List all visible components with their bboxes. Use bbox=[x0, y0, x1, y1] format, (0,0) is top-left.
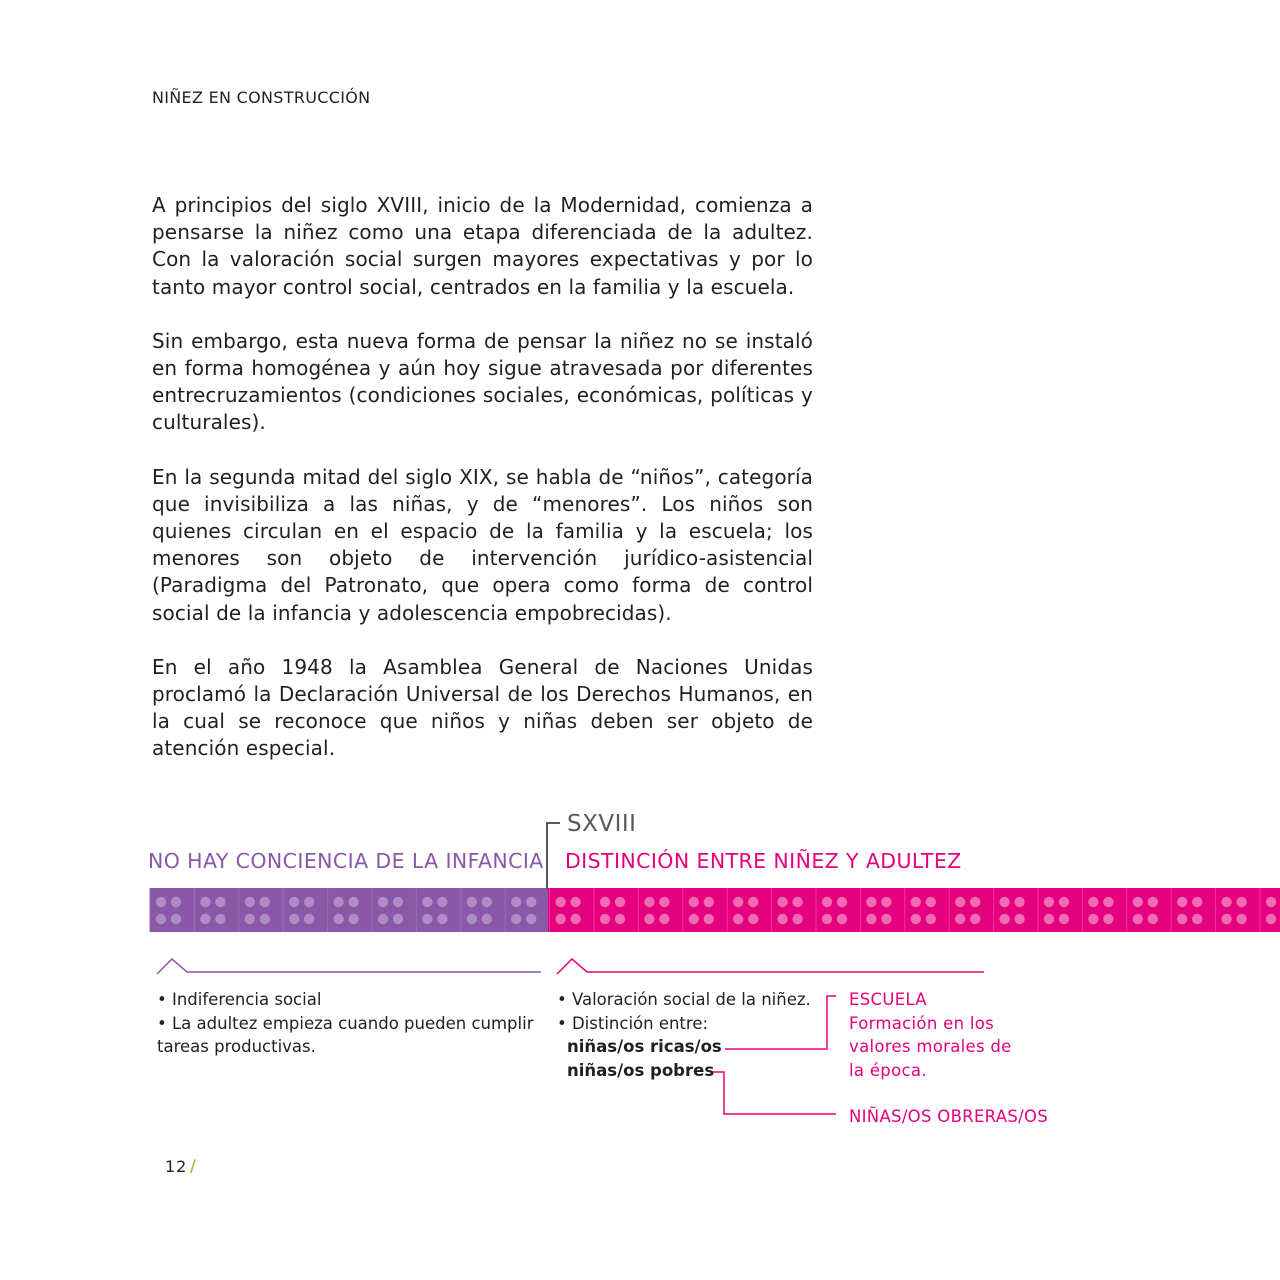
brick-dot bbox=[1192, 914, 1202, 924]
brick-dot bbox=[1044, 914, 1054, 924]
brick-dot bbox=[245, 897, 255, 907]
brick-dot bbox=[1177, 897, 1187, 907]
brick-dot bbox=[437, 897, 447, 907]
brick-dot bbox=[866, 914, 876, 924]
bullet-item: • Indiferencia social bbox=[157, 990, 322, 1009]
bullet-item: • Distinción entre: bbox=[557, 1013, 709, 1033]
right-era-label: DISTINCIÓN ENTRE NIÑEZ Y ADULTEZ bbox=[565, 849, 962, 873]
brick-dot bbox=[511, 914, 521, 924]
brick-dot bbox=[748, 914, 758, 924]
brick-dot bbox=[260, 914, 270, 924]
brick-dot bbox=[171, 914, 181, 924]
brick-dot bbox=[1088, 897, 1098, 907]
brick-dot bbox=[955, 914, 965, 924]
timeline-bar-left bbox=[150, 888, 548, 932]
brick-dot bbox=[289, 897, 299, 907]
brick-dot bbox=[570, 897, 580, 907]
brick-dot bbox=[926, 897, 936, 907]
century-marker: SXVIII bbox=[567, 811, 637, 837]
brick-dot bbox=[822, 914, 832, 924]
brick-dot bbox=[333, 914, 343, 924]
left-era-caret-rule bbox=[157, 959, 541, 974]
brick-dot bbox=[689, 914, 699, 924]
brick-dot bbox=[881, 897, 891, 907]
brick-dot bbox=[733, 897, 743, 907]
brick-dot bbox=[955, 897, 965, 907]
brick-dot bbox=[615, 914, 625, 924]
brick-dot bbox=[348, 897, 358, 907]
brick-dot bbox=[260, 897, 270, 907]
brick-dot bbox=[1059, 897, 1069, 907]
page-number: 12 bbox=[165, 1157, 188, 1176]
workers-note: NIÑAS/OS OBRERAS/OS bbox=[849, 1107, 1049, 1126]
brick-dot bbox=[1088, 914, 1098, 924]
brick-dot bbox=[1103, 897, 1113, 907]
brick-dot bbox=[378, 914, 388, 924]
brick-dot bbox=[215, 914, 225, 924]
paragraph: En el año 1948 la Asamblea General de Naciones Unidas proclamó la Declaración Universal de los Derechos Humanos, en la cual se reconoce que niños y niñas deben ser objeto de atención especial. bbox=[152, 654, 813, 761]
brick-dot bbox=[422, 897, 432, 907]
brick-dot bbox=[822, 897, 832, 907]
brick-dot bbox=[970, 897, 980, 907]
paragraph: En la segunda mitad del siglo XIX, se habla de “niños”, categoría que invisibiliza a las niñas, y de “menores”. Los niños son quienes circulan en el espacio de la familia y la escuela; los menores son objeto de intervención jurídico-asistencial (Paradigma del Patronato, que opera como forma de control social de la infancia y adolescencia empobrecidas). bbox=[152, 464, 813, 625]
brick-dot bbox=[837, 897, 847, 907]
brick-dot bbox=[1014, 897, 1024, 907]
brick-dot bbox=[644, 914, 654, 924]
school-description: Formación en los valores morales de la época. bbox=[849, 1013, 1012, 1080]
left-era-label: NO HAY CONCIENCIA DE LA INFANCIA bbox=[148, 849, 544, 873]
brick-dot bbox=[1221, 897, 1231, 907]
brick-dot bbox=[570, 914, 580, 924]
brick-dot bbox=[1148, 914, 1158, 924]
brick-dot bbox=[393, 897, 403, 907]
brick-dot bbox=[348, 914, 358, 924]
brick-dot bbox=[482, 914, 492, 924]
brick-dot bbox=[422, 914, 432, 924]
brick-dot bbox=[1103, 914, 1113, 924]
paragraph: A principios del siglo XVIII, inicio de la Modernidad, comienza a pensarse la niñez como una etapa diferenciada de la adultez. Con la valoración social surgen mayores expectativas y por lo tanto mayor control social, centrados en la familia y la escuela. bbox=[152, 193, 813, 299]
brick-dot bbox=[792, 897, 802, 907]
century-marker-bracket bbox=[547, 823, 560, 889]
brick-dot bbox=[289, 914, 299, 924]
brick-dot bbox=[689, 897, 699, 907]
brick-dot bbox=[704, 914, 714, 924]
brick-dot bbox=[1221, 914, 1231, 924]
poor-children-label: niñas/os pobres bbox=[567, 1060, 715, 1080]
brick-dot bbox=[1266, 914, 1276, 924]
brick-dot bbox=[911, 914, 921, 924]
brick-dot bbox=[926, 914, 936, 924]
brick-dot bbox=[511, 897, 521, 907]
brick-dot bbox=[1192, 897, 1202, 907]
brick-dot bbox=[881, 914, 891, 924]
brick-dot bbox=[777, 897, 787, 907]
brick-dot bbox=[437, 914, 447, 924]
school-note bbox=[849, 988, 1029, 1082]
brick-dot bbox=[999, 914, 1009, 924]
brick-dot bbox=[467, 897, 477, 907]
brick-dot bbox=[1236, 914, 1246, 924]
left-era-bullets bbox=[157, 988, 542, 1059]
rich-children-label: niñas/os ricas/os bbox=[567, 1037, 722, 1056]
brick-dot bbox=[704, 897, 714, 907]
brick-dot bbox=[792, 914, 802, 924]
timeline-bar bbox=[150, 888, 1280, 932]
brick-dot bbox=[215, 897, 225, 907]
brick-dot bbox=[1266, 897, 1276, 907]
running-head: NIÑEZ EN CONSTRUCCIÓN bbox=[152, 88, 371, 107]
brick-dot bbox=[304, 897, 314, 907]
brick-dot bbox=[999, 897, 1009, 907]
brick-dot bbox=[1177, 914, 1187, 924]
brick-dot bbox=[393, 914, 403, 924]
brick-dot bbox=[615, 897, 625, 907]
brick-dot bbox=[644, 897, 654, 907]
brick-dot bbox=[333, 897, 343, 907]
brick-dot bbox=[555, 914, 565, 924]
right-era-caret-rule bbox=[557, 959, 984, 974]
brick-dot bbox=[748, 897, 758, 907]
brick-dot bbox=[171, 897, 181, 907]
brick-dot bbox=[156, 914, 166, 924]
brick-dot bbox=[837, 914, 847, 924]
brick-dot bbox=[1148, 897, 1158, 907]
brick-dot bbox=[482, 897, 492, 907]
brick-dot bbox=[1059, 914, 1069, 924]
brick-dot bbox=[1014, 914, 1024, 924]
brick-dot bbox=[304, 914, 314, 924]
brick-dot bbox=[600, 914, 610, 924]
brick-dot bbox=[200, 897, 210, 907]
timeline-bar-right bbox=[548, 888, 1280, 932]
brick-dot bbox=[777, 914, 787, 924]
brick-dot bbox=[1133, 897, 1143, 907]
brick-dot bbox=[156, 897, 166, 907]
brick-dot bbox=[1044, 897, 1054, 907]
brick-dot bbox=[555, 897, 565, 907]
brick-dot bbox=[378, 897, 388, 907]
brick-dot bbox=[200, 914, 210, 924]
brick-dot bbox=[526, 914, 536, 924]
brick-dot bbox=[467, 914, 477, 924]
paragraph: Sin embargo, esta nueva forma de pensar la niñez no se instaló en forma homogénea y aún hoy sigue atravesada por diferentes entrecruzamientos (condiciones sociales, económicas, políticas y culturales). bbox=[152, 328, 813, 435]
brick-dot bbox=[526, 897, 536, 907]
school-title: ESCUELA bbox=[849, 990, 927, 1009]
brick-dot bbox=[970, 914, 980, 924]
bullet-item: • La adultez empieza cuando pueden cumplir tareas productivas. bbox=[157, 1013, 534, 1056]
brick-dot bbox=[659, 897, 669, 907]
right-era-bullets bbox=[557, 988, 822, 1082]
brick-dot bbox=[733, 914, 743, 924]
brick-dot bbox=[911, 897, 921, 907]
brick-dot bbox=[1236, 897, 1246, 907]
bullet-item: • Valoración social de la niñez. bbox=[557, 990, 811, 1009]
brick-dot bbox=[659, 914, 669, 924]
brick-dot bbox=[245, 914, 255, 924]
brick-dot bbox=[1133, 914, 1143, 924]
page-number-slash: / bbox=[190, 1156, 196, 1175]
brick-dot bbox=[600, 897, 610, 907]
brick-dot bbox=[866, 897, 876, 907]
